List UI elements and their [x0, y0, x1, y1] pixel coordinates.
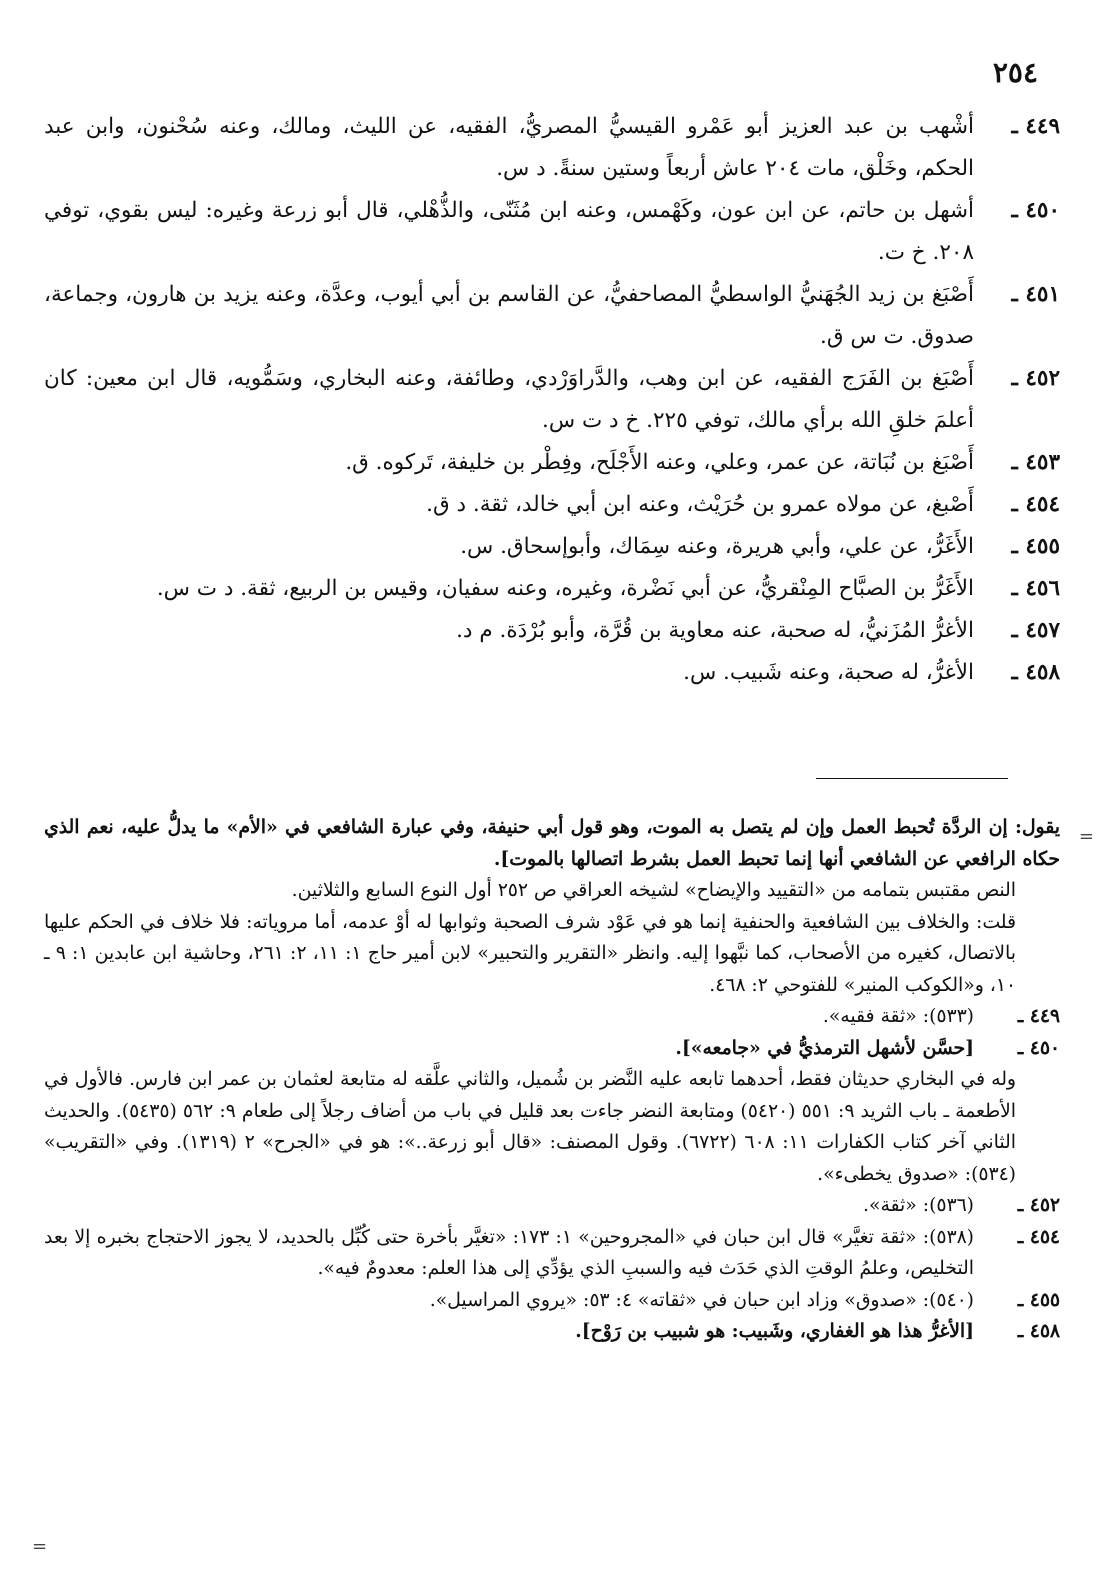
entry-text: أَصْبغ، عن مولاه عمرو بن حُرَيْث، وعنه ابن أبي خالد، ثقة. د ق. [426, 492, 974, 517]
entry-number: ٤٤٩ ـ [1011, 114, 1060, 139]
entry-text: أَصْبَغ بن الفَرَج الفقيه، عن ابن وهب، والدَّراوَرْدي، وطائفة، وعنه البخاري، وسَمُّويه، قال ابن معين: كان أعلمَ خلقِ الله برأي مالك، توفي ٢٢٥. خ د ت س. [44, 366, 974, 433]
entry-text: الأَغَرُّ بن الصبَّاح المِنْقريُّ، عن أبي نَضْرة، وغيره، وعنه سفيان، وقيس بن الربيع، ثقة. د ت س. [156, 576, 974, 601]
footnote-452 [44, 1190, 1060, 1222]
entry-455 [44, 526, 1060, 568]
entry-454 [44, 484, 1060, 526]
footnote-number: ٤٤٩ ـ [1017, 1005, 1060, 1027]
entry-453 [44, 442, 1060, 484]
entry-text: الأغرُّ المُزَنيُّ، له صحبة، عنه معاوية بن قُرَّة، وأبو بُرْدَة. م د. [456, 618, 974, 643]
continuation-mark: = [1078, 826, 1094, 847]
entry-number: ٤٥٣ ـ [1011, 450, 1060, 475]
entry-451 [44, 274, 1060, 358]
footnote-number: ٤٥٥ ـ [1017, 1288, 1060, 1311]
entry-number: ٤٥٨ ـ [1011, 660, 1060, 685]
footnote-number: ٤٥٨ ـ [1017, 1320, 1060, 1342]
entry-456 [44, 568, 1060, 610]
entry-449 [44, 106, 1060, 190]
footnote-455 [44, 1285, 1060, 1317]
footnote-text: (٥٤٠): «صدوق» وزاد ابن حبان في «ثقاته» ٤: ٥٣: «يروي المراسيل». [429, 1289, 974, 1311]
footnote-text: (٥٣٦): «ثقة». [863, 1195, 974, 1216]
entry-452 [44, 358, 1060, 442]
footnote-text: [حسَّن لأشهل الترمذيُّ في «جامعه»]. [675, 1036, 974, 1059]
footnote-number: ٤٥٠ ـ [1017, 1036, 1060, 1059]
continuation-mark: = [32, 1536, 48, 1557]
page-number: ٢٥٤ [992, 56, 1038, 89]
entry-number: ٤٥٠ ـ [1011, 198, 1060, 223]
entry-text: الأغرُّ، له صحبة، وعنه شَبيب. س. [683, 660, 974, 685]
footnote-text: [الأغرُّ هذا هو الغفاري، وشَبيب: هو شبيب بن رَوْح]. [575, 1320, 974, 1342]
biographical-entries [44, 106, 1060, 694]
footnotes [44, 812, 1060, 1348]
entry-450 [44, 190, 1060, 274]
entry-458 [44, 652, 1060, 694]
footnote-449 [44, 1001, 1060, 1033]
footnote-450 [44, 1033, 1060, 1065]
footnote-text: (٥٣٨): «ثقة تغيَّر» قال ابن حبان في «المجروحين» ١: ١٧٣: «تغيَّر بأخرة حتى كُبِّل بالحديد، لا يجوز الاحتجاج بخبره إلا بعد التخليص، وعلمُ الوقتِ الذي حَدَث فيه والسببِ الذي يؤدِّي إلى هذا العلم: معدومٌ فيه». [44, 1226, 974, 1279]
footnote-number: ٤٥٢ ـ [1017, 1194, 1060, 1216]
entry-number: ٤٥٥ ـ [1011, 534, 1060, 559]
footnote-divider [816, 778, 1008, 779]
footnote-paragraph: قلت: والخلاف بين الشافعية والحنفية إنما هو في عَوْد شرف الصحبة وثوابها له أوْ عدمه، أما مروياته: فلا خلاف في الحكم عليها بالاتصال، كغيره من الأصحاب، كما نبَّهوا إليه. وانظر «التقرير والتحبير» لابن أمير حاج ١: ١١، ٢: ٢٦١، وحاشية ابن عابدين ١: ٩ ـ ١٠، و«الكوكب المنير» للفتوحي ٢: ٤٦٨. [44, 911, 1016, 996]
entry-457 [44, 610, 1060, 652]
footnote-458 [44, 1316, 1060, 1348]
entry-number: ٤٥٦ ـ [1011, 576, 1060, 601]
entry-text: أَصْبَغ بن زيد الجُهَنيُّ الواسطيُّ المصاحفيُّ، عن القاسم بن أبي أيوب، وعدَّة، وعنه يزيد بن هارون، وجماعة، صدوق. ت س ق. [44, 282, 974, 349]
footnote-text: (٥٣٣): «ثقة فقيه». [822, 1006, 974, 1027]
entry-number: ٤٥١ ـ [1011, 282, 1060, 307]
entry-text: أَصْبَغ بن نُبَاتة، عن عمر، وعلي، وعنه الأَجْلَح، وفِطْر بن خليفة، تَركوه. ق. [345, 450, 974, 475]
footnote-454 [44, 1222, 1060, 1285]
entry-number: ٤٥٧ ـ [1011, 618, 1060, 643]
entry-text: أشهل بن حاتم، عن ابن عون، وكَهْمس، وعنه ابن مُثَنّى، والذُّهْلي، قال أبو زرعة وغيره: ليس بقوي، توفي ٢٠٨. خ ت. [44, 198, 974, 265]
footnote-paragraph: وله في البخاري حديثان فقط، أحدهما تابعه عليه النَّضر بن شُميل، والثاني علَّقه له متابعة لعثمان بن عمر ابن فارس. فالأول في الأطعمة ـ باب الثريد ٩: ٥٥١ (٥٤٢٠) ومتابعة النضر جاءت بعد قليل في باب من أضاف رجلاً إلى طعام ٩: ٥٦٢ (٥٤٣٥). والحديث الثاني آخر كتاب الكفارات ١١: ٦٠٨ (٦٧٢٢). وقول المصنف: «قال أبو زرعة..»: هو في «الجرح» ٢ (١٣١٩). وفي «التقريب» (٥٣٤): «صدوق يخطىء». [44, 1069, 1016, 1185]
footnote-number: ٤٥٤ ـ [1017, 1225, 1060, 1248]
entry-number: ٤٥٤ ـ [1011, 492, 1060, 517]
entry-number: ٤٥٢ ـ [1011, 366, 1060, 391]
entry-text: الأَغَرُّ، عن علي، وأبي هريرة، وعنه سِمَاك، وأبوإسحاق. س. [460, 534, 974, 559]
entry-text: أشْهب بن عبد العزيز أبو عَمْرو القيسيُّ المصريُّ، الفقيه، عن الليث، ومالك، وعنه سُحْنون، وابن عبد الحكم، وخَلْق، مات ٢٠٤ عاش أربعاً وستين سنةً. د س. [44, 114, 974, 181]
footnote-continuation: يقول: إن الردَّة تُحبط العمل وإن لم يتصل به الموت، وهو قول أبي حنيفة، وفي عبارة الشافعي في «الأم» ما يدلُّ عليه، نعم الذي حكاه الرافعي عن الشافعي أنها إنما تحبط العمل بشرط اتصالها بالموت]. [44, 816, 1060, 870]
footnote-paragraph: النص مقتبس بتمامه من «التقييد والإيضاح» لشيخه العراقي ص ٢٥٢ أول النوع السابع والثلاثين. [291, 880, 1016, 901]
